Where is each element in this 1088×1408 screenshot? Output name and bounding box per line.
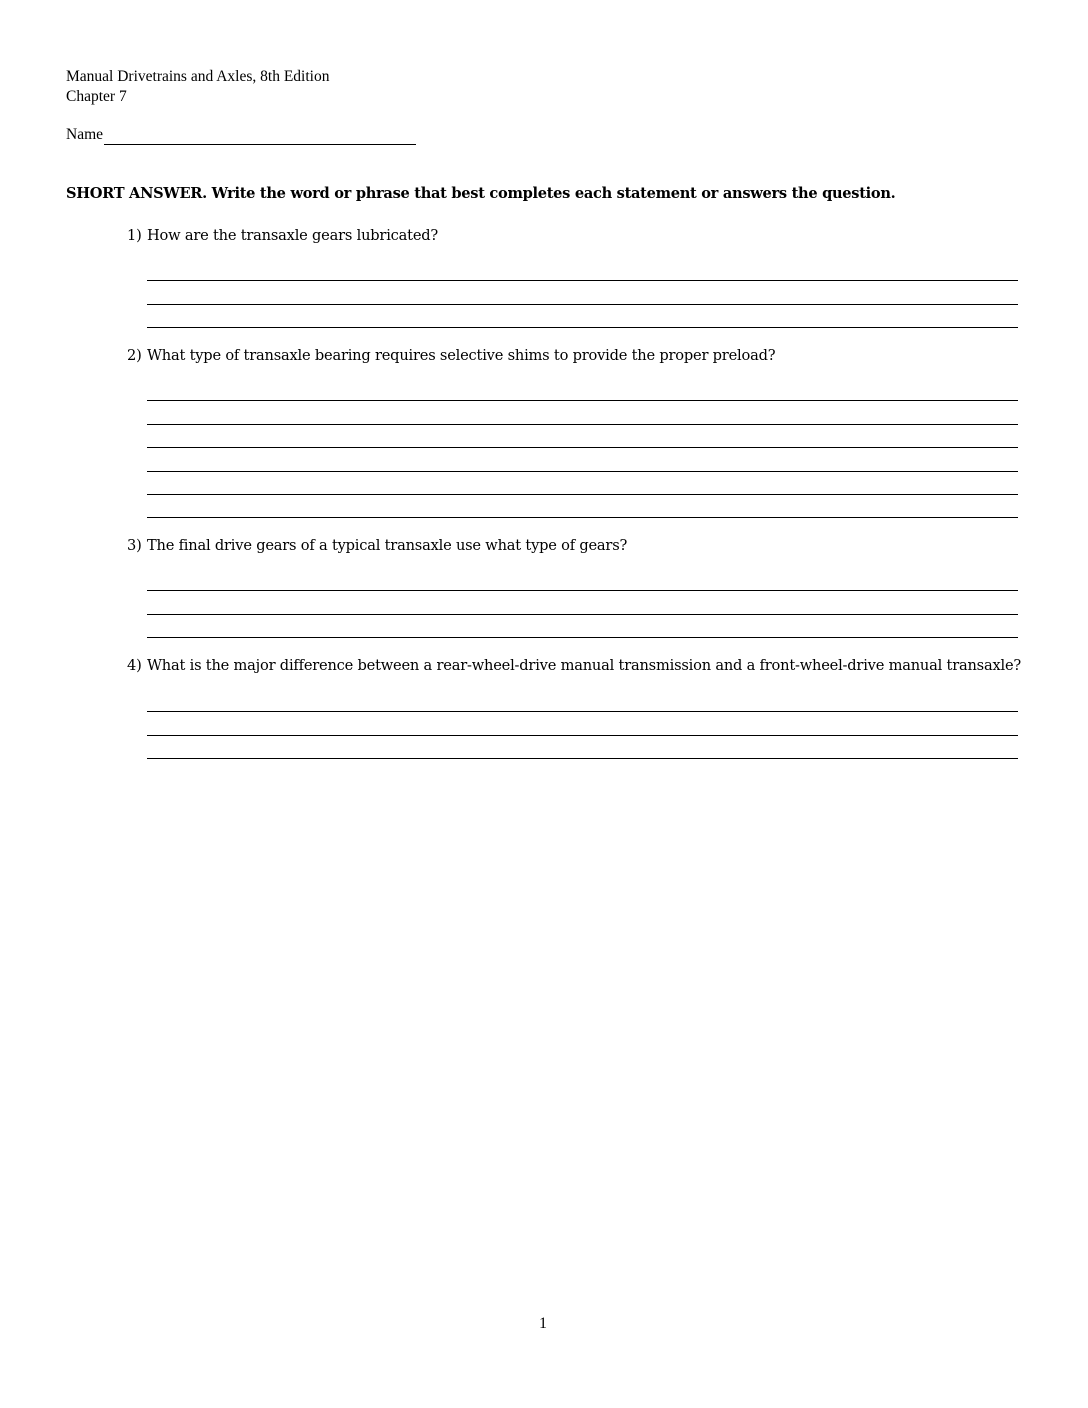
chapter-label: Chapter 7 <box>66 88 127 105</box>
question-text: The final drive gears of a typical transaxle use what type of gears? <box>147 537 628 554</box>
answer-lines[interactable] <box>147 378 1018 518</box>
answer-line[interactable] <box>147 378 1018 401</box>
question-number: 3) <box>127 537 142 554</box>
answer-line[interactable] <box>147 736 1018 759</box>
answer-line[interactable] <box>147 591 1018 614</box>
answer-line[interactable] <box>147 448 1018 471</box>
answer-lines[interactable] <box>147 258 1018 328</box>
name-field <box>66 125 416 145</box>
question-1 <box>127 224 1022 328</box>
question-text: How are the transaxle gears lubricated? <box>147 227 439 244</box>
page-number: 1 <box>539 1315 547 1332</box>
name-label: Name <box>66 126 104 143</box>
answer-line[interactable] <box>147 401 1018 424</box>
answer-line[interactable] <box>147 568 1018 591</box>
section-instructions: SHORT ANSWER. Write the word or phrase that best completes each statement or answers the question. <box>66 185 896 202</box>
name-blank-line[interactable] <box>104 126 416 145</box>
answer-line[interactable] <box>147 305 1018 328</box>
answer-line[interactable] <box>147 689 1018 712</box>
question-number: 1) <box>127 227 142 244</box>
question-2 <box>127 344 1022 518</box>
answer-line[interactable] <box>147 472 1018 495</box>
question-number: 4) <box>127 657 142 674</box>
answer-line[interactable] <box>147 425 1018 448</box>
question-3 <box>127 534 1022 638</box>
answer-line[interactable] <box>147 258 1018 281</box>
answer-line[interactable] <box>147 495 1018 518</box>
question-text: What type of transaxle bearing requires selective shims to provide the proper preload? <box>147 347 776 364</box>
answer-lines[interactable] <box>147 568 1018 638</box>
answer-lines[interactable] <box>147 689 1018 759</box>
question-4 <box>127 654 1022 759</box>
document-title: Manual Drivetrains and Axles, 8th Edition <box>66 68 330 85</box>
question-number: 2) <box>127 347 142 364</box>
answer-line[interactable] <box>147 615 1018 638</box>
answer-line[interactable] <box>147 281 1018 304</box>
answer-line[interactable] <box>147 712 1018 735</box>
question-text: What is the major difference between a rear-wheel-drive manual transmission and a front-wheel-drive manual transaxle? <box>147 657 1022 674</box>
